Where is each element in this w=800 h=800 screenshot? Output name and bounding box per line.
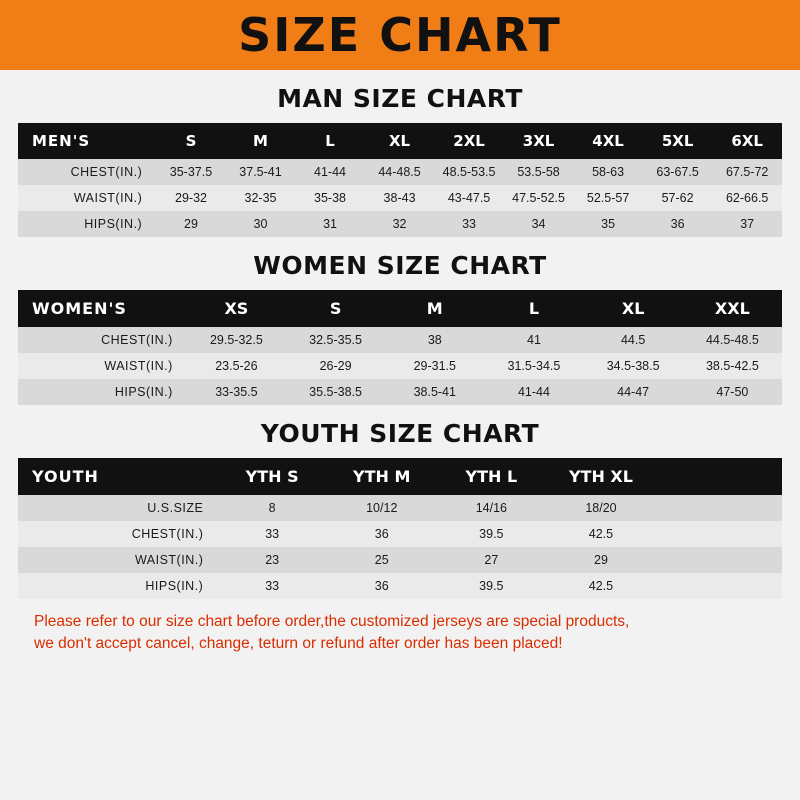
column-header: 2XL <box>434 123 504 159</box>
table-row <box>18 547 782 573</box>
table-cell: 57-62 <box>643 185 713 211</box>
table-man-size <box>18 123 782 237</box>
table-cell: 29-32 <box>156 185 226 211</box>
table-cell: 43-47.5 <box>434 185 504 211</box>
table-cell: 33-35.5 <box>187 379 286 405</box>
table-cell: 42.5 <box>546 521 656 547</box>
table-cell: 18/20 <box>546 495 656 521</box>
table-cell: 47-50 <box>683 379 782 405</box>
table-row <box>18 327 782 353</box>
table-row <box>18 159 782 185</box>
column-header: M <box>226 123 296 159</box>
table-cell: 29 <box>546 547 656 573</box>
page-title: SIZE CHART <box>238 8 562 62</box>
column-header: WOMEN'S <box>18 290 187 327</box>
row-label: HIPS(IN.) <box>18 211 156 237</box>
table-cell: 62-66.5 <box>712 185 782 211</box>
table-cell: 26-29 <box>286 353 385 379</box>
column-header: 3XL <box>504 123 574 159</box>
table-row <box>18 353 782 379</box>
table-cell: 39.5 <box>437 521 547 547</box>
table-cell: 41-44 <box>295 159 365 185</box>
row-label: CHEST(IN.) <box>18 521 217 547</box>
table-head-women <box>18 290 782 327</box>
column-header: 4XL <box>573 123 643 159</box>
table-cell: 39.5 <box>437 573 547 599</box>
table-cell: 34.5-38.5 <box>584 353 683 379</box>
table-cell: 38 <box>385 327 484 353</box>
table-cell: 36 <box>643 211 713 237</box>
table-cell: 27 <box>437 547 547 573</box>
row-label: WAIST(IN.) <box>18 547 217 573</box>
column-header: YOUTH <box>18 458 217 495</box>
table-cell: 48.5-53.5 <box>434 159 504 185</box>
table-cell: 32-35 <box>226 185 296 211</box>
table-cell: 25 <box>327 547 437 573</box>
column-header: XL <box>365 123 435 159</box>
section-man-size-chart <box>18 84 782 237</box>
table-cell: 47.5-52.5 <box>504 185 574 211</box>
table-row <box>18 379 782 405</box>
column-header: S <box>286 290 385 327</box>
table-cell: 36 <box>327 521 437 547</box>
table-cell: 8 <box>217 495 327 521</box>
section-youth-size-chart <box>18 419 782 599</box>
column-header: XXL <box>683 290 782 327</box>
table-body-man <box>18 159 782 237</box>
table-row <box>18 521 782 547</box>
table-cell: 52.5-57 <box>573 185 643 211</box>
row-label: WAIST(IN.) <box>18 185 156 211</box>
footer-note-line-2: we don't accept cancel, change, teturn or refund after order has been placed! <box>34 635 563 653</box>
table-cell: 31 <box>295 211 365 237</box>
table-cell: 38.5-41 <box>385 379 484 405</box>
table-cell: 53.5-58 <box>504 159 574 185</box>
table-cell: 44.5 <box>584 327 683 353</box>
table-cell: 35-38 <box>295 185 365 211</box>
column-header: L <box>295 123 365 159</box>
table-cell: 37.5-41 <box>226 159 296 185</box>
section-title-women: WOMEN SIZE CHART <box>253 251 547 280</box>
table-cell: 37 <box>712 211 782 237</box>
table-cell-empty <box>656 521 782 547</box>
table-cell: 29-31.5 <box>385 353 484 379</box>
table-cell: 41 <box>484 327 583 353</box>
table-head-youth <box>18 458 782 495</box>
table-cell: 29.5-32.5 <box>187 327 286 353</box>
table-cell: 36 <box>327 573 437 599</box>
table-cell: 63-67.5 <box>643 159 713 185</box>
column-header: YTH S <box>217 458 327 495</box>
table-cell: 35.5-38.5 <box>286 379 385 405</box>
table-header-row <box>18 290 782 327</box>
table-cell: 67.5-72 <box>712 159 782 185</box>
table-cell: 29 <box>156 211 226 237</box>
table-cell-empty <box>656 573 782 599</box>
column-header: M <box>385 290 484 327</box>
table-cell: 38.5-42.5 <box>683 353 782 379</box>
row-label: CHEST(IN.) <box>18 327 187 353</box>
table-cell: 44-48.5 <box>365 159 435 185</box>
table-cell: 33 <box>217 521 327 547</box>
charts-content <box>0 84 800 656</box>
table-cell: 38-43 <box>365 185 435 211</box>
column-header: L <box>484 290 583 327</box>
table-cell: 32.5-35.5 <box>286 327 385 353</box>
table-head-man <box>18 123 782 159</box>
column-header: 6XL <box>712 123 782 159</box>
row-label: HIPS(IN.) <box>18 379 187 405</box>
column-header: YTH L <box>437 458 547 495</box>
table-youth-size <box>18 458 782 599</box>
table-cell: 30 <box>226 211 296 237</box>
table-header-row <box>18 123 782 159</box>
table-body-youth <box>18 495 782 599</box>
table-cell-empty <box>656 547 782 573</box>
table-cell: 23 <box>217 547 327 573</box>
table-cell: 23.5-26 <box>187 353 286 379</box>
header-band <box>0 0 800 70</box>
section-title-man: MAN SIZE CHART <box>277 84 523 113</box>
footer-note <box>18 599 782 656</box>
section-women-size-chart <box>18 251 782 405</box>
column-header-spacer <box>656 458 782 495</box>
table-cell: 10/12 <box>327 495 437 521</box>
column-header: YTH M <box>327 458 437 495</box>
row-label: U.S.SIZE <box>18 495 217 521</box>
column-header: MEN'S <box>18 123 156 159</box>
table-header-row <box>18 458 782 495</box>
column-header: XL <box>584 290 683 327</box>
table-cell: 33 <box>434 211 504 237</box>
table-cell: 35-37.5 <box>156 159 226 185</box>
table-body-women <box>18 327 782 405</box>
table-cell: 33 <box>217 573 327 599</box>
table-cell: 35 <box>573 211 643 237</box>
table-cell: 58-63 <box>573 159 643 185</box>
table-row <box>18 495 782 521</box>
row-label: WAIST(IN.) <box>18 353 187 379</box>
table-cell: 32 <box>365 211 435 237</box>
table-row <box>18 211 782 237</box>
table-row <box>18 185 782 211</box>
section-title-youth: YOUTH SIZE CHART <box>260 419 540 448</box>
table-cell: 34 <box>504 211 574 237</box>
table-cell-empty <box>656 495 782 521</box>
table-cell: 41-44 <box>484 379 583 405</box>
column-header: YTH XL <box>546 458 656 495</box>
table-cell: 31.5-34.5 <box>484 353 583 379</box>
table-women-size <box>18 290 782 405</box>
column-header: S <box>156 123 226 159</box>
table-cell: 44-47 <box>584 379 683 405</box>
row-label: CHEST(IN.) <box>18 159 156 185</box>
table-cell: 42.5 <box>546 573 656 599</box>
table-cell: 14/16 <box>437 495 547 521</box>
column-header: 5XL <box>643 123 713 159</box>
row-label: HIPS(IN.) <box>18 573 217 599</box>
table-row <box>18 573 782 599</box>
table-cell: 44.5-48.5 <box>683 327 782 353</box>
column-header: XS <box>187 290 286 327</box>
footer-note-line-1: Please refer to our size chart before order,the customized jerseys are special products, <box>34 613 630 630</box>
